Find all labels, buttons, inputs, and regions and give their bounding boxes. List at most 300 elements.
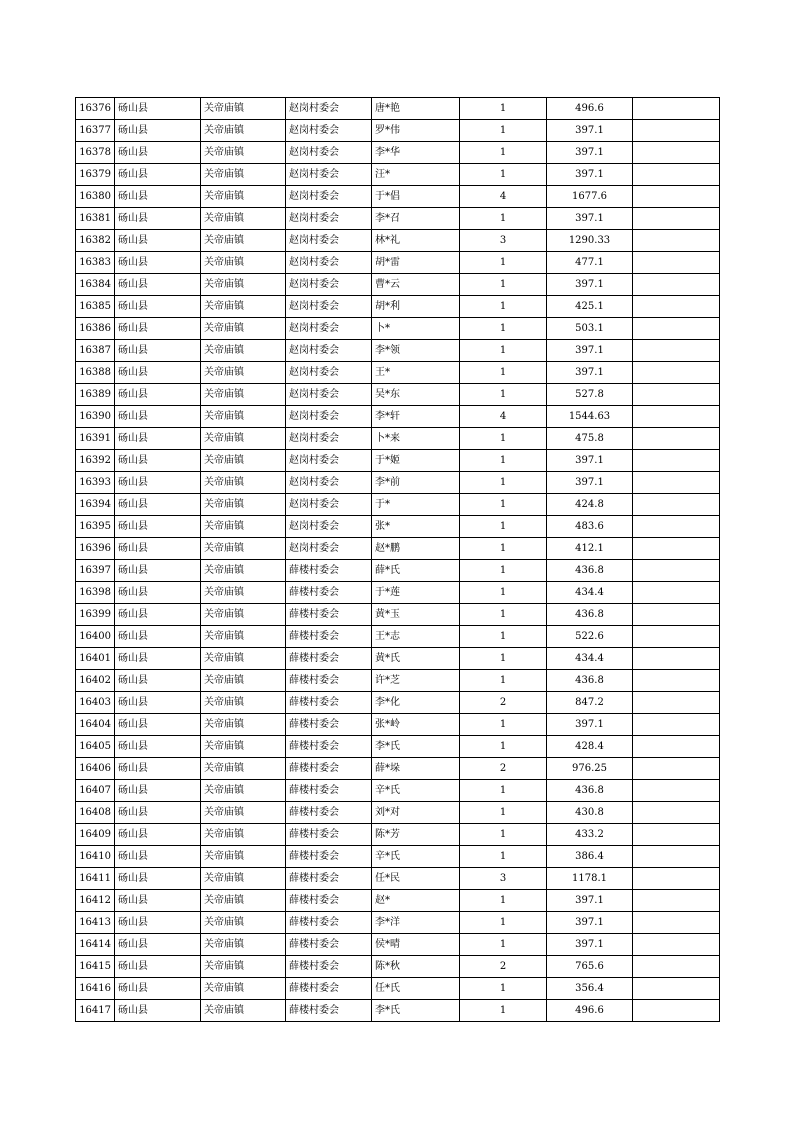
row-county-cell: 砀山县: [115, 626, 201, 648]
row-note-cell: [633, 428, 720, 450]
row-name-cell: 李*洋: [372, 912, 460, 934]
row-village-cell: 赵岗村委会: [286, 362, 372, 384]
table-row: [76, 560, 720, 582]
row-name-cell: 李*氏: [372, 1000, 460, 1022]
row-village-cell: 赵岗村委会: [286, 252, 372, 274]
row-village-cell: 赵岗村委会: [286, 98, 372, 120]
row-name-cell: 于*莲: [372, 582, 460, 604]
row-name-cell: 李*领: [372, 340, 460, 362]
row-name-cell: 罗*伟: [372, 120, 460, 142]
row-village-cell: 赵岗村委会: [286, 120, 372, 142]
row-note-cell: [633, 450, 720, 472]
row-town-cell: 关帝庙镇: [201, 692, 286, 714]
row-name-cell: 林*礼: [372, 230, 460, 252]
row-village-cell: 薛楼村委会: [286, 736, 372, 758]
row-county-cell: 砀山县: [115, 384, 201, 406]
row-name-cell: 李*召: [372, 208, 460, 230]
row-seq-cell: 16403: [76, 692, 115, 714]
row-note-cell: [633, 230, 720, 252]
table-row: [76, 230, 720, 252]
row-seq-cell: 16413: [76, 912, 115, 934]
row-name-cell: 胡*利: [372, 296, 460, 318]
row-county-cell: 砀山县: [115, 186, 201, 208]
row-county-cell: 砀山县: [115, 274, 201, 296]
row-count-cell: 1: [460, 538, 547, 560]
table-row: [76, 626, 720, 648]
row-name-cell: 张*岭: [372, 714, 460, 736]
row-note-cell: [633, 956, 720, 978]
row-seq-cell: 16410: [76, 846, 115, 868]
row-note-cell: [633, 186, 720, 208]
row-name-cell: 于*倡: [372, 186, 460, 208]
row-town-cell: 关帝庙镇: [201, 846, 286, 868]
row-name-cell: 王*: [372, 362, 460, 384]
table-row: [76, 362, 720, 384]
row-name-cell: 卜*来: [372, 428, 460, 450]
row-seq-cell: 16415: [76, 956, 115, 978]
row-town-cell: 关帝庙镇: [201, 670, 286, 692]
row-seq-cell: 16398: [76, 582, 115, 604]
row-seq-cell: 16394: [76, 494, 115, 516]
row-name-cell: 侯*晴: [372, 934, 460, 956]
row-village-cell: 赵岗村委会: [286, 472, 372, 494]
row-note-cell: [633, 604, 720, 626]
row-town-cell: 关帝庙镇: [201, 714, 286, 736]
row-village-cell: 薛楼村委会: [286, 758, 372, 780]
row-amount-cell: 397.1: [547, 934, 633, 956]
row-village-cell: 薛楼村委会: [286, 890, 372, 912]
row-seq-cell: 16389: [76, 384, 115, 406]
row-town-cell: 关帝庙镇: [201, 582, 286, 604]
row-count-cell: 1: [460, 736, 547, 758]
row-amount-cell: 424.8: [547, 494, 633, 516]
row-town-cell: 关帝庙镇: [201, 384, 286, 406]
row-amount-cell: 397.1: [547, 164, 633, 186]
row-seq-cell: 16411: [76, 868, 115, 890]
row-count-cell: 1: [460, 604, 547, 626]
row-amount-cell: 397.1: [547, 208, 633, 230]
row-count-cell: 1: [460, 890, 547, 912]
table-row: [76, 406, 720, 428]
row-seq-cell: 16404: [76, 714, 115, 736]
row-county-cell: 砀山县: [115, 428, 201, 450]
row-note-cell: [633, 318, 720, 340]
row-county-cell: 砀山县: [115, 978, 201, 1000]
row-town-cell: 关帝庙镇: [201, 142, 286, 164]
row-name-cell: 李*轩: [372, 406, 460, 428]
table-row: [76, 142, 720, 164]
row-town-cell: 关帝庙镇: [201, 560, 286, 582]
row-amount-cell: 847.2: [547, 692, 633, 714]
row-town-cell: 关帝庙镇: [201, 164, 286, 186]
row-town-cell: 关帝庙镇: [201, 1000, 286, 1022]
row-seq-cell: 16379: [76, 164, 115, 186]
row-seq-cell: 16399: [76, 604, 115, 626]
row-seq-cell: 16401: [76, 648, 115, 670]
row-county-cell: 砀山县: [115, 164, 201, 186]
row-town-cell: 关帝庙镇: [201, 208, 286, 230]
row-name-cell: 薛*氏: [372, 560, 460, 582]
row-seq-cell: 16378: [76, 142, 115, 164]
row-county-cell: 砀山县: [115, 604, 201, 626]
row-town-cell: 关帝庙镇: [201, 406, 286, 428]
row-count-cell: 1: [460, 98, 547, 120]
row-name-cell: 唐*艳: [372, 98, 460, 120]
row-village-cell: 薛楼村委会: [286, 846, 372, 868]
row-note-cell: [633, 868, 720, 890]
table-row: [76, 846, 720, 868]
row-note-cell: [633, 890, 720, 912]
row-note-cell: [633, 252, 720, 274]
row-town-cell: 关帝庙镇: [201, 604, 286, 626]
row-town-cell: 关帝庙镇: [201, 230, 286, 252]
table-row: [76, 274, 720, 296]
row-town-cell: 关帝庙镇: [201, 340, 286, 362]
row-name-cell: 吴*东: [372, 384, 460, 406]
table-row: [76, 758, 720, 780]
table-row: [76, 670, 720, 692]
row-note-cell: [633, 626, 720, 648]
row-name-cell: 于*: [372, 494, 460, 516]
roster-body: [76, 98, 720, 1022]
row-town-cell: 关帝庙镇: [201, 736, 286, 758]
row-county-cell: 砀山县: [115, 208, 201, 230]
row-amount-cell: 1677.6: [547, 186, 633, 208]
row-name-cell: 刘*对: [372, 802, 460, 824]
table-row: [76, 802, 720, 824]
row-count-cell: 1: [460, 296, 547, 318]
row-village-cell: 薛楼村委会: [286, 692, 372, 714]
row-town-cell: 关帝庙镇: [201, 318, 286, 340]
row-count-cell: 1: [460, 582, 547, 604]
row-note-cell: [633, 670, 720, 692]
row-town-cell: 关帝庙镇: [201, 648, 286, 670]
row-town-cell: 关帝庙镇: [201, 802, 286, 824]
row-county-cell: 砀山县: [115, 868, 201, 890]
row-count-cell: 1: [460, 802, 547, 824]
row-town-cell: 关帝庙镇: [201, 956, 286, 978]
row-name-cell: 陈*芳: [372, 824, 460, 846]
row-county-cell: 砀山县: [115, 934, 201, 956]
row-note-cell: [633, 516, 720, 538]
row-name-cell: 李*化: [372, 692, 460, 714]
row-note-cell: [633, 274, 720, 296]
row-amount-cell: 356.4: [547, 978, 633, 1000]
row-county-cell: 砀山县: [115, 846, 201, 868]
row-seq-cell: 16395: [76, 516, 115, 538]
row-town-cell: 关帝庙镇: [201, 516, 286, 538]
row-county-cell: 砀山县: [115, 472, 201, 494]
row-amount-cell: 434.4: [547, 582, 633, 604]
row-count-cell: 1: [460, 846, 547, 868]
row-county-cell: 砀山县: [115, 692, 201, 714]
row-seq-cell: 16416: [76, 978, 115, 1000]
row-amount-cell: 397.1: [547, 912, 633, 934]
row-name-cell: 薛*垛: [372, 758, 460, 780]
row-seq-cell: 16408: [76, 802, 115, 824]
table-row: [76, 978, 720, 1000]
table-row: [76, 692, 720, 714]
row-amount-cell: 1544.63: [547, 406, 633, 428]
row-county-cell: 砀山县: [115, 582, 201, 604]
row-village-cell: 赵岗村委会: [286, 450, 372, 472]
row-note-cell: [633, 538, 720, 560]
row-county-cell: 砀山县: [115, 516, 201, 538]
row-seq-cell: 16386: [76, 318, 115, 340]
table-row: [76, 384, 720, 406]
row-county-cell: 砀山县: [115, 142, 201, 164]
row-village-cell: 薛楼村委会: [286, 912, 372, 934]
row-note-cell: [633, 340, 720, 362]
row-village-cell: 赵岗村委会: [286, 384, 372, 406]
table-row: [76, 538, 720, 560]
row-amount-cell: 1178.1: [547, 868, 633, 890]
row-seq-cell: 16407: [76, 780, 115, 802]
row-village-cell: 薛楼村委会: [286, 714, 372, 736]
row-amount-cell: 397.1: [547, 120, 633, 142]
row-count-cell: 1: [460, 978, 547, 1000]
row-amount-cell: 436.8: [547, 604, 633, 626]
row-amount-cell: 976.25: [547, 758, 633, 780]
table-row: [76, 648, 720, 670]
row-count-cell: 1: [460, 362, 547, 384]
table-row: [76, 890, 720, 912]
row-name-cell: 李*氏: [372, 736, 460, 758]
table-row: [76, 956, 720, 978]
row-count-cell: 1: [460, 516, 547, 538]
row-seq-cell: 16382: [76, 230, 115, 252]
row-amount-cell: 397.1: [547, 362, 633, 384]
row-note-cell: [633, 714, 720, 736]
row-village-cell: 薛楼村委会: [286, 868, 372, 890]
row-village-cell: 赵岗村委会: [286, 296, 372, 318]
row-village-cell: 赵岗村委会: [286, 208, 372, 230]
row-seq-cell: 16396: [76, 538, 115, 560]
row-seq-cell: 16400: [76, 626, 115, 648]
row-county-cell: 砀山县: [115, 890, 201, 912]
row-village-cell: 赵岗村委会: [286, 340, 372, 362]
row-town-cell: 关帝庙镇: [201, 296, 286, 318]
row-name-cell: 卜*: [372, 318, 460, 340]
row-seq-cell: 16393: [76, 472, 115, 494]
row-amount-cell: 527.8: [547, 384, 633, 406]
row-count-cell: 1: [460, 384, 547, 406]
row-count-cell: 1: [460, 318, 547, 340]
row-note-cell: [633, 98, 720, 120]
row-name-cell: 黄*玉: [372, 604, 460, 626]
row-village-cell: 薛楼村委会: [286, 626, 372, 648]
row-name-cell: 胡*雷: [372, 252, 460, 274]
row-seq-cell: 16409: [76, 824, 115, 846]
row-count-cell: 1: [460, 1000, 547, 1022]
row-county-cell: 砀山县: [115, 406, 201, 428]
row-name-cell: 张*: [372, 516, 460, 538]
row-name-cell: 赵*: [372, 890, 460, 912]
row-amount-cell: 765.6: [547, 956, 633, 978]
row-note-cell: [633, 560, 720, 582]
row-county-cell: 砀山县: [115, 802, 201, 824]
row-town-cell: 关帝庙镇: [201, 912, 286, 934]
table-row: [76, 318, 720, 340]
row-town-cell: 关帝庙镇: [201, 538, 286, 560]
row-amount-cell: 397.1: [547, 340, 633, 362]
row-amount-cell: 496.6: [547, 1000, 633, 1022]
row-name-cell: 黄*氏: [372, 648, 460, 670]
row-name-cell: 曹*云: [372, 274, 460, 296]
row-count-cell: 1: [460, 912, 547, 934]
row-amount-cell: 1290.33: [547, 230, 633, 252]
row-town-cell: 关帝庙镇: [201, 186, 286, 208]
row-amount-cell: 412.1: [547, 538, 633, 560]
row-count-cell: 1: [460, 626, 547, 648]
table-row: [76, 450, 720, 472]
row-village-cell: 赵岗村委会: [286, 186, 372, 208]
row-note-cell: [633, 824, 720, 846]
row-county-cell: 砀山县: [115, 318, 201, 340]
row-town-cell: 关帝庙镇: [201, 494, 286, 516]
row-note-cell: [633, 164, 720, 186]
row-village-cell: 薛楼村委会: [286, 582, 372, 604]
row-name-cell: 辛*氏: [372, 780, 460, 802]
row-count-cell: 1: [460, 120, 547, 142]
row-seq-cell: 16385: [76, 296, 115, 318]
row-village-cell: 赵岗村委会: [286, 274, 372, 296]
row-name-cell: 陈*秋: [372, 956, 460, 978]
row-note-cell: [633, 912, 720, 934]
row-count-cell: 1: [460, 428, 547, 450]
row-town-cell: 关帝庙镇: [201, 472, 286, 494]
table-row: [76, 340, 720, 362]
row-count-cell: 1: [460, 472, 547, 494]
row-note-cell: [633, 208, 720, 230]
row-note-cell: [633, 692, 720, 714]
row-note-cell: [633, 494, 720, 516]
row-village-cell: 赵岗村委会: [286, 230, 372, 252]
row-name-cell: 赵*鹏: [372, 538, 460, 560]
row-note-cell: [633, 758, 720, 780]
row-note-cell: [633, 736, 720, 758]
row-county-cell: 砀山县: [115, 252, 201, 274]
row-town-cell: 关帝庙镇: [201, 98, 286, 120]
row-count-cell: 1: [460, 340, 547, 362]
row-amount-cell: 436.8: [547, 780, 633, 802]
row-seq-cell: 16388: [76, 362, 115, 384]
row-seq-cell: 16377: [76, 120, 115, 142]
row-name-cell: 汪*: [372, 164, 460, 186]
row-village-cell: 赵岗村委会: [286, 164, 372, 186]
row-count-cell: 1: [460, 824, 547, 846]
table-row: [76, 516, 720, 538]
row-count-cell: 2: [460, 692, 547, 714]
row-village-cell: 赵岗村委会: [286, 142, 372, 164]
row-count-cell: 3: [460, 230, 547, 252]
row-town-cell: 关帝庙镇: [201, 934, 286, 956]
row-county-cell: 砀山县: [115, 230, 201, 252]
row-amount-cell: 425.1: [547, 296, 633, 318]
row-seq-cell: 16383: [76, 252, 115, 274]
row-village-cell: 薛楼村委会: [286, 780, 372, 802]
row-note-cell: [633, 362, 720, 384]
row-note-cell: [633, 142, 720, 164]
row-count-cell: 1: [460, 164, 547, 186]
row-count-cell: 4: [460, 186, 547, 208]
row-count-cell: 1: [460, 450, 547, 472]
row-note-cell: [633, 846, 720, 868]
table-row: [76, 186, 720, 208]
row-count-cell: 1: [460, 252, 547, 274]
table-row: [76, 736, 720, 758]
row-town-cell: 关帝庙镇: [201, 252, 286, 274]
roster-table: [75, 97, 720, 1022]
row-town-cell: 关帝庙镇: [201, 868, 286, 890]
row-seq-cell: 16380: [76, 186, 115, 208]
row-village-cell: 薛楼村委会: [286, 824, 372, 846]
row-seq-cell: 16405: [76, 736, 115, 758]
row-village-cell: 赵岗村委会: [286, 318, 372, 340]
row-note-cell: [633, 406, 720, 428]
table-row: [76, 428, 720, 450]
row-amount-cell: 483.6: [547, 516, 633, 538]
table-row: [76, 824, 720, 846]
row-county-cell: 砀山县: [115, 714, 201, 736]
row-town-cell: 关帝庙镇: [201, 274, 286, 296]
row-note-cell: [633, 120, 720, 142]
row-village-cell: 赵岗村委会: [286, 538, 372, 560]
row-count-cell: 2: [460, 758, 547, 780]
row-county-cell: 砀山县: [115, 780, 201, 802]
row-seq-cell: 16402: [76, 670, 115, 692]
row-village-cell: 薛楼村委会: [286, 1000, 372, 1022]
row-county-cell: 砀山县: [115, 758, 201, 780]
row-note-cell: [633, 934, 720, 956]
row-count-cell: 3: [460, 868, 547, 890]
row-seq-cell: 16414: [76, 934, 115, 956]
row-village-cell: 薛楼村委会: [286, 670, 372, 692]
table-row: [76, 98, 720, 120]
row-amount-cell: 430.8: [547, 802, 633, 824]
row-county-cell: 砀山县: [115, 912, 201, 934]
row-county-cell: 砀山县: [115, 340, 201, 362]
table-row: [76, 714, 720, 736]
row-amount-cell: 397.1: [547, 472, 633, 494]
table-row: [76, 912, 720, 934]
table-row: [76, 494, 720, 516]
row-count-cell: 4: [460, 406, 547, 428]
table-row: [76, 934, 720, 956]
row-seq-cell: 16406: [76, 758, 115, 780]
table-row: [76, 868, 720, 890]
row-village-cell: 薛楼村委会: [286, 956, 372, 978]
row-town-cell: 关帝庙镇: [201, 428, 286, 450]
row-name-cell: 任*民: [372, 868, 460, 890]
row-count-cell: 1: [460, 142, 547, 164]
row-amount-cell: 436.8: [547, 560, 633, 582]
row-county-cell: 砀山县: [115, 98, 201, 120]
row-amount-cell: 397.1: [547, 714, 633, 736]
row-amount-cell: 397.1: [547, 274, 633, 296]
row-seq-cell: 16412: [76, 890, 115, 912]
row-town-cell: 关帝庙镇: [201, 626, 286, 648]
row-name-cell: 任*氏: [372, 978, 460, 1000]
row-county-cell: 砀山县: [115, 736, 201, 758]
row-county-cell: 砀山县: [115, 648, 201, 670]
row-name-cell: 许*芝: [372, 670, 460, 692]
row-amount-cell: 436.8: [547, 670, 633, 692]
row-village-cell: 赵岗村委会: [286, 494, 372, 516]
row-amount-cell: 496.6: [547, 98, 633, 120]
row-town-cell: 关帝庙镇: [201, 362, 286, 384]
row-seq-cell: 16391: [76, 428, 115, 450]
